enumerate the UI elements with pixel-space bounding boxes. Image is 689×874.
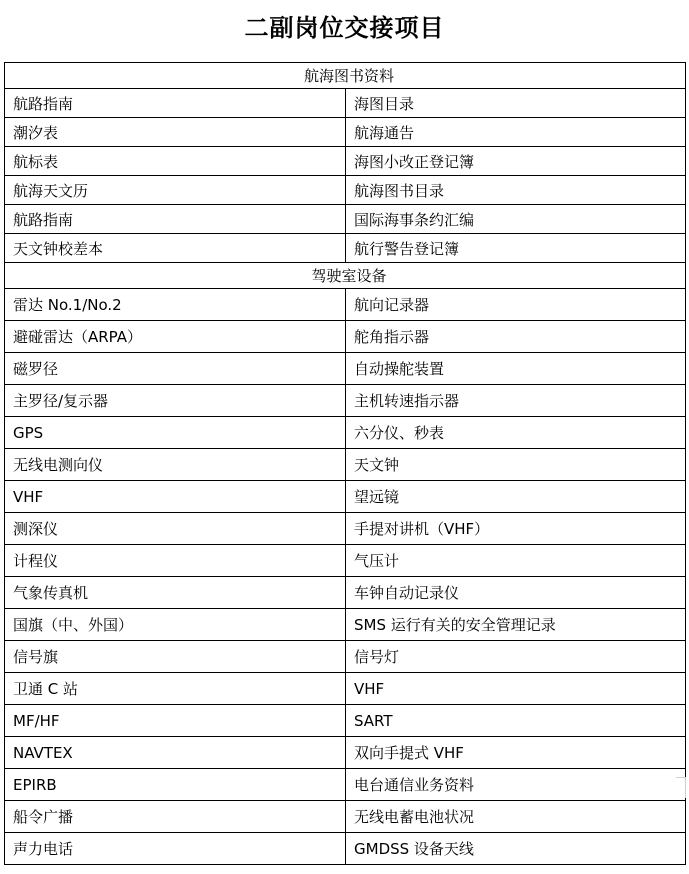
table-row xyxy=(5,737,686,769)
table-cell: 雷达 No.1/No.2 xyxy=(5,289,346,321)
table-cell: 海图小改正登记簿 xyxy=(346,147,686,176)
table-resize-handle[interactable] xyxy=(676,777,686,798)
table-cell: 测深仪 xyxy=(5,513,346,545)
table-cell: 气压计 xyxy=(346,545,686,577)
table-cell: 计程仪 xyxy=(5,545,346,577)
table-cell: 航标表 xyxy=(5,147,346,176)
table-cell: 信号旗 xyxy=(5,641,346,673)
table-cell: 航向记录器 xyxy=(346,289,686,321)
section-header: 驾驶室设备 xyxy=(5,263,686,289)
table-cell: EPIRB xyxy=(5,769,346,801)
table-cell: 航海天文历 xyxy=(5,176,346,205)
table-row xyxy=(5,833,686,865)
table-cell: 望远镜 xyxy=(346,481,686,513)
table-cell: 航行警告登记簿 xyxy=(346,234,686,263)
table-row xyxy=(5,385,686,417)
table-row xyxy=(5,147,686,176)
table-cell: 天文钟 xyxy=(346,449,686,481)
table-cell: 自动操舵装置 xyxy=(346,353,686,385)
table-cell: 无线电测向仪 xyxy=(5,449,346,481)
table-cell: GPS xyxy=(5,417,346,449)
section-header-row xyxy=(5,263,686,289)
table-row xyxy=(5,513,686,545)
document-title: 二副岗位交接项目 xyxy=(244,13,445,42)
table-cell: SMS 运行有关的安全管理记录 xyxy=(346,609,686,641)
table-row xyxy=(5,353,686,385)
table-cell: 六分仪、秒表 xyxy=(346,417,686,449)
section-header-row xyxy=(5,63,686,89)
table-cell: 双向手提式 VHF xyxy=(346,737,686,769)
table-cell: 信号灯 xyxy=(346,641,686,673)
table-cell: 主机转速指示器 xyxy=(346,385,686,417)
table-cell: 天文钟校差本 xyxy=(5,234,346,263)
table-cell: GMDSS 设备天线 xyxy=(346,833,686,865)
table-row xyxy=(5,641,686,673)
table-cell: 无线电蓄电池状况 xyxy=(346,801,686,833)
table-cell: 舵角指示器 xyxy=(346,321,686,353)
table-row xyxy=(5,801,686,833)
handover-table xyxy=(4,62,686,865)
table-cell: 海图目录 xyxy=(346,89,686,118)
table-row xyxy=(5,769,686,801)
table-row xyxy=(5,234,686,263)
table-row xyxy=(5,176,686,205)
table-cell: 国际海事条约汇编 xyxy=(346,205,686,234)
table-row xyxy=(5,705,686,737)
table-cell: 航海图书目录 xyxy=(346,176,686,205)
table-cell: MF/HF xyxy=(5,705,346,737)
table-cell: 电台通信业务资料 xyxy=(346,769,686,801)
table-row xyxy=(5,205,686,234)
table-cell: 气象传真机 xyxy=(5,577,346,609)
table-cell: VHF xyxy=(5,481,346,513)
table-row xyxy=(5,289,686,321)
table-cell: 车钟自动记录仪 xyxy=(346,577,686,609)
table-row xyxy=(5,89,686,118)
table-row xyxy=(5,449,686,481)
table-cell: 潮汐表 xyxy=(5,118,346,147)
table-row xyxy=(5,609,686,641)
table-cell: 国旗（中、外国） xyxy=(5,609,346,641)
table-cell: 船令广播 xyxy=(5,801,346,833)
table-cell: 航海通告 xyxy=(346,118,686,147)
table-row xyxy=(5,481,686,513)
section-header: 航海图书资料 xyxy=(5,63,686,89)
table-cell: 卫通 C 站 xyxy=(5,673,346,705)
table-row xyxy=(5,673,686,705)
table-cell: 主罗径/复示器 xyxy=(5,385,346,417)
table-cell: SART xyxy=(346,705,686,737)
table-cell: VHF xyxy=(346,673,686,705)
table-cell: 手提对讲机（VHF） xyxy=(346,513,686,545)
table-cell: 磁罗径 xyxy=(5,353,346,385)
table-row xyxy=(5,118,686,147)
table-cell: 航路指南 xyxy=(5,205,346,234)
table-cell: 航路指南 xyxy=(5,89,346,118)
table-row xyxy=(5,545,686,577)
table-row xyxy=(5,321,686,353)
table-cell: 声力电话 xyxy=(5,833,346,865)
table-cell: NAVTEX xyxy=(5,737,346,769)
table-cell: 避碰雷达（ARPA） xyxy=(5,321,346,353)
table-row xyxy=(5,577,686,609)
table-row xyxy=(5,417,686,449)
